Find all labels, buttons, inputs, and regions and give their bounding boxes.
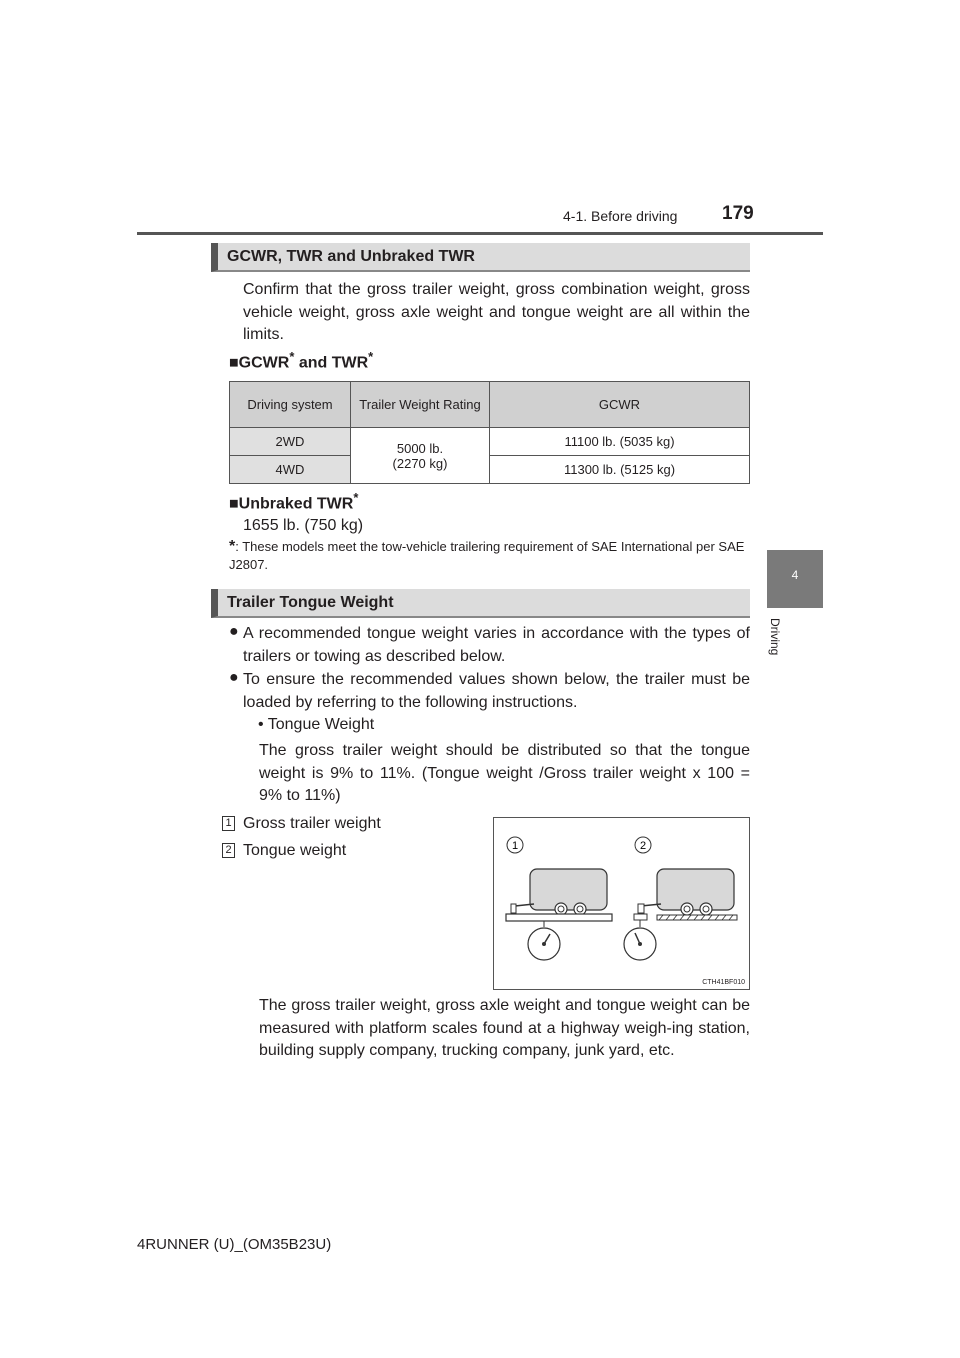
header-rule: [137, 232, 823, 235]
page-footer: 4RUNNER (U)_(OM35B23U): [137, 1236, 332, 1253]
gcwr-intro: Confirm that the gross trailer weight, gross combination weight, gross vehicle weight, gross axle weight and tongue weight are all within the limits.: [243, 281, 750, 343]
subheading-unbraked: ■Unbraked TWR*: [229, 490, 359, 513]
bullet-item: ● To ensure the recommended values shown below, the trailer must be loaded by referring to the following instructions.: [229, 669, 750, 711]
sub-bullet: • Tongue Weight: [258, 716, 375, 733]
section-header: 4-1. Before driving: [563, 208, 678, 224]
closing-paragraph: The gross trailer weight, gross axle weight and tongue weight can be measured with platform scales found at a highway weigh-ing station, building supply company, trucking company, junk yard, etc.: [259, 997, 750, 1059]
footnote: *: These models meet the tow-vehicle trailering requirement of SAE International per SAE J2807.: [229, 538, 745, 572]
table-row: [230, 456, 750, 484]
table-row: [230, 428, 750, 456]
trailer-left: [506, 869, 612, 960]
callout-1-label: 1: [511, 840, 519, 852]
unbraked-value: 1655 lb. (750 kg): [243, 517, 364, 534]
tongue-weight-figure: [493, 817, 750, 990]
table-cell: 4WD: [230, 456, 351, 484]
table-cell: 2WD: [230, 428, 351, 456]
figure-code: CTH41BF010: [702, 979, 745, 986]
table-header: Driving system: [230, 382, 351, 428]
subheading-gcwr-twr: ■GCWR* and TWR*: [229, 349, 374, 372]
bullet-item: ● A recommended tongue weight varies in accordance with the types of trailers or towing as described below.: [229, 623, 750, 665]
chapter-tab-number: 4: [791, 568, 799, 582]
table-header: GCWR: [490, 382, 750, 428]
table-cell-shared-rating: 5000 lb. (2270 kg): [351, 428, 490, 484]
towing-table: [229, 381, 750, 484]
section-heading-tongue: Trailer Tongue Weight: [211, 589, 750, 618]
callout-2-label: 2: [639, 840, 647, 852]
table-cell: 11300 lb. (5125 kg): [490, 456, 750, 484]
page-number: 179: [722, 203, 754, 224]
trailer-right: [624, 869, 737, 960]
table-header-row: [230, 382, 750, 428]
tongue-instructions: The gross trailer weight should be distributed so that the tongue weight is 9% to 11%. (Tongue weight /Gross trailer weight x 100 = 9% to 11%): [259, 742, 750, 804]
chapter-tab-label: Driving: [768, 618, 782, 656]
section-heading-gcwr: GCWR, TWR and Unbraked TWR: [211, 243, 750, 272]
table-cell: 11100 lb. (5035 kg): [490, 428, 750, 456]
table-header: Trailer Weight Rating: [351, 382, 490, 428]
trailer-scales-illustration: [494, 818, 749, 989]
